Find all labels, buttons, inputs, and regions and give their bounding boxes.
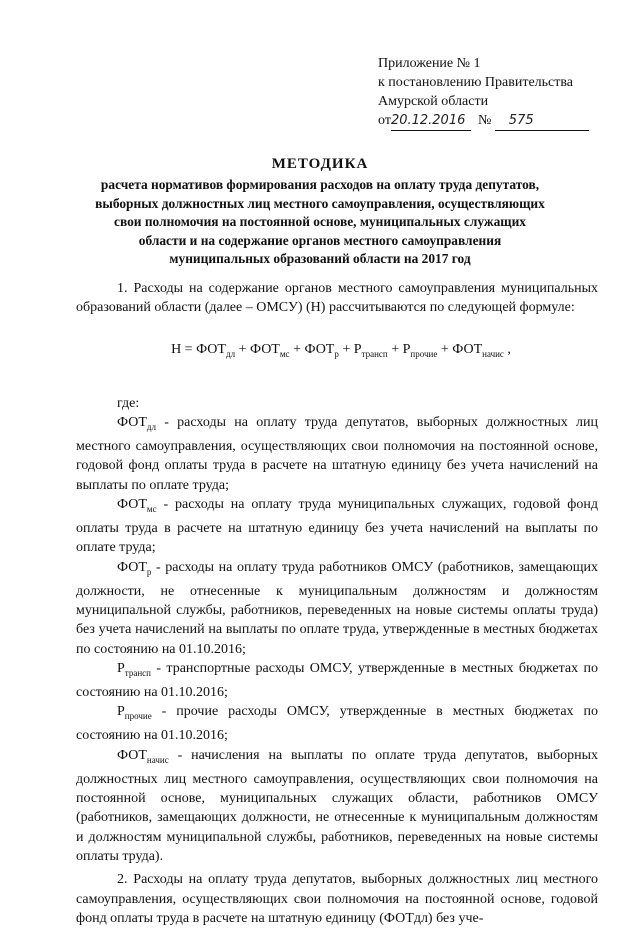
definition-r-transp (76, 659, 598, 702)
definition-fot-dl (76, 413, 598, 495)
def-term: ФОТ (117, 496, 147, 512)
formula-term: ФОТ (196, 341, 226, 357)
def-text: - расходы на оплату труда депутатов, выборных должностных лиц местного самоуправления, осуществляющих свои полномочия на постоянной основе, годовой фонд оплаты труда в расчете на штатную единицу без учета начислений на выплаты по оплате труда; (76, 414, 598, 493)
def-sub: трансп (124, 667, 151, 678)
formula-end: , (503, 341, 511, 357)
date-value: 20.12.2016 (391, 111, 471, 131)
formula-sub: начис (482, 348, 504, 359)
def-text: - транспортные расходы ОМСУ, утвержденные в местных бюджетах по состоянию на 01.10.2016; (76, 660, 598, 701)
document-title: МЕТОДИКА (271, 156, 369, 172)
def-term: ФОТ (117, 559, 147, 575)
def-term: ФОТ (117, 747, 147, 763)
subtitle-line: выборных должностных лиц местного самоуправления, осуществляющих (95, 195, 545, 211)
def-sub: начис (146, 754, 169, 765)
def-text: - начисления на выплаты по оплате труда депутатов, выборных должностных лиц местного самоуправления, осуществляющих свои полномочия на постоянной основе, муниципальных служащих области, работников ОМСУ (работников, замещающих должности, не отнесенные к муниципальным должностям и должностям муниципальной службы, работников, переведенных на новые системы оплаты труда). (76, 747, 598, 864)
def-text: - расходы на оплату труда муниципальных служащих, годовой фонд оплаты труда в расчете на штатную единицу без учета начислений на выплаты по оплате труда; (76, 496, 598, 556)
subtitle-line: муниципальных образований области на 2017 год (169, 251, 471, 267)
number-prefix: № (477, 113, 492, 128)
number-value: 575 (495, 111, 589, 131)
def-sub: р (146, 566, 152, 577)
formula-term: + ФОТ (437, 341, 483, 357)
def-term: ФОТ (117, 414, 147, 430)
formula-term: + ФОТ (289, 341, 335, 357)
def-term: Р (117, 704, 125, 720)
subtitle-line: области и на содержание органов местного самоуправления (138, 232, 502, 248)
def-sub: дл (146, 421, 156, 432)
paragraph-2: 2. Расходы на оплату труда депутатов, выборных должностных лиц местного самоуправления, осуществляющих свои полномочия на постоянной основе, годовой фонд оплаты труда в расчете на штатную единицу (ФОТдл) без уче- (76, 872, 598, 926)
definition-r-prochie (76, 702, 598, 745)
subtitle-line: расчета нормативов формирования расходов на оплату труда депутатов, (100, 177, 540, 192)
def-text: - прочие расходы ОМСУ, утвержденные в местных бюджетах по состоянию на 01.10.2016; (76, 704, 598, 744)
subtitle-line: свои полномочия на постоянной основе, муниципальных служащих (114, 214, 526, 230)
paragraph-1: 1. Расходы на содержание органов местного самоуправления муниципальных образований области (далее – ОМСУ) (Н) рассчитываются по следующей формуле: (76, 281, 598, 316)
def-sub: прочие (124, 711, 152, 722)
formula-sub: р (334, 348, 339, 359)
definition-fot-ms (76, 495, 598, 558)
formula-sub: мс (279, 348, 290, 359)
def-sub: мс (146, 503, 157, 514)
formula-term: + ФОТ (235, 341, 280, 357)
date-prefix: от (378, 113, 391, 128)
def-term: Р (117, 660, 125, 676)
where-label: где: (117, 395, 140, 411)
formula-term: + Р (387, 341, 411, 357)
def-text: - расходы на оплату труда работников ОМСУ (работников, замещающих должности, не отнесенные к муниципальным должностям и должностям муниципальной службы, работников, переведенных на новые системы оплаты труда) без учета начислений на выплаты по оплате труда, утвержденные в местных бюджетах по состоянию на 01.10.2016; (76, 559, 598, 657)
formula-sub: трансп (361, 348, 388, 359)
document-body (76, 279, 598, 928)
appendix-line-2: к постановлению Правительства (378, 75, 574, 90)
appendix-line-3: Амурской области (378, 94, 489, 109)
appendix-date-line (378, 111, 618, 131)
appendix-line-1: Приложение № 1 (378, 56, 481, 71)
appendix-block (378, 54, 618, 131)
definition-fot-r (76, 558, 598, 659)
formula-sub: прочие (410, 348, 438, 359)
definition-fot-nachis (76, 746, 598, 867)
formula-term: + Р (338, 341, 362, 357)
document-subtitle (40, 176, 600, 269)
formula (84, 340, 598, 364)
formula-lhs: Н = (171, 341, 197, 357)
formula-sub: дл (225, 348, 236, 359)
